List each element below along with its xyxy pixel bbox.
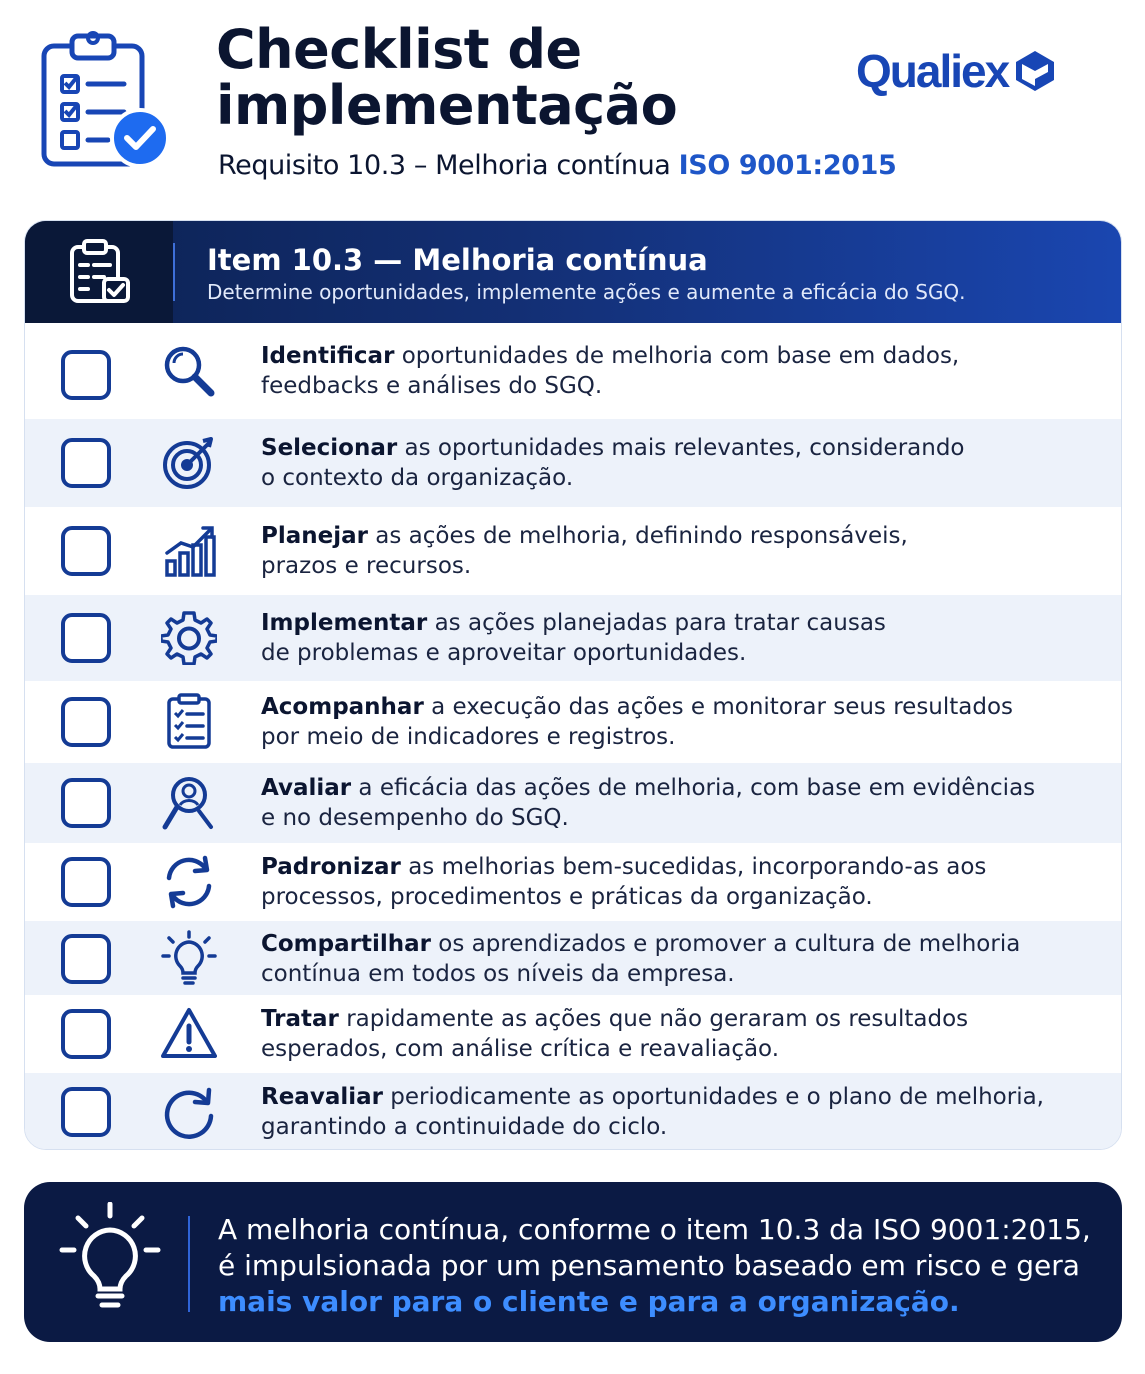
checklist-card xyxy=(24,220,1122,1150)
item-text xyxy=(261,1082,1097,1142)
checkbox[interactable] xyxy=(61,350,111,400)
checklist-item xyxy=(25,1073,1121,1150)
item-line-1: a execução das ações e monitorar seus resultados xyxy=(423,694,1014,720)
clipboard-list-icon xyxy=(161,693,217,749)
checklist-item xyxy=(25,323,1121,419)
item-text xyxy=(261,341,1097,401)
item-text xyxy=(261,773,1097,833)
checklist-item xyxy=(25,681,1121,763)
item-text xyxy=(261,852,1097,912)
checklist-clipboard-icon xyxy=(40,28,172,170)
growth-chart-icon xyxy=(161,523,217,579)
item-text xyxy=(261,521,1097,581)
item-keyword: Compartilhar xyxy=(261,931,431,957)
footer-text xyxy=(218,1212,1091,1320)
checkbox[interactable] xyxy=(61,613,111,663)
rotate-icon xyxy=(161,1084,217,1140)
item-text xyxy=(261,929,1097,989)
item-text xyxy=(261,433,1097,493)
title-line-1: Checklist de xyxy=(216,18,582,81)
checkbox[interactable] xyxy=(61,697,111,747)
item-text xyxy=(261,1004,1097,1064)
item-keyword: Selecionar xyxy=(261,435,398,461)
search-icon xyxy=(161,343,217,399)
card-header-icon-box xyxy=(25,221,173,323)
person-search-icon xyxy=(161,775,217,831)
item-line-2: garantindo a continuidade do ciclo. xyxy=(261,1114,668,1140)
item-keyword: Tratar xyxy=(261,1006,339,1032)
title-line-2: implementação xyxy=(216,74,678,137)
checklist-item xyxy=(25,507,1121,595)
checklist-item xyxy=(25,921,1121,995)
card-title: Item 10.3 — Melhoria contínua xyxy=(207,243,708,277)
subtitle-main: Requisito 10.3 – Melhoria contínua xyxy=(218,150,679,181)
logo-mark-icon xyxy=(1012,48,1058,94)
item-line-1: as ações planejadas para tratar causas xyxy=(427,610,886,636)
item-line-2: e no desempenho do SGQ. xyxy=(261,805,569,831)
item-line-2: processos, procedimentos e práticas da organização. xyxy=(261,884,873,910)
subtitle-iso: ISO 9001:2015 xyxy=(678,150,897,181)
item-line-2: feedbacks e análises do SGQ. xyxy=(261,373,603,399)
item-keyword: Implementar xyxy=(261,610,428,636)
gear-icon xyxy=(161,609,217,665)
page-subtitle xyxy=(218,150,896,181)
item-line-1: oportunidades de melhoria com base em dados, xyxy=(394,343,960,369)
checklist-item xyxy=(25,843,1121,921)
item-line-1: rapidamente as ações que não geraram os resultados xyxy=(338,1006,969,1032)
checklist-item xyxy=(25,995,1121,1073)
item-line-1: as melhorias bem-sucedidas, incorporando-as aos xyxy=(400,854,987,880)
target-icon xyxy=(161,435,217,491)
item-line-2: contínua em todos os níveis da empresa. xyxy=(261,961,735,987)
card-subtitle: Determine oportunidades, implemente ações e aumente a eficácia do SGQ. xyxy=(207,280,966,304)
checkbox[interactable] xyxy=(61,857,111,907)
checklist-item xyxy=(25,763,1121,843)
footer-highlight: mais valor para o cliente e para a organização. xyxy=(218,1285,960,1318)
lightbulb-icon xyxy=(161,930,217,986)
qualiex-logo xyxy=(856,44,1058,98)
item-line-1: periodicamente as oportunidades e o plano de melhoria, xyxy=(382,1084,1044,1110)
checkbox[interactable] xyxy=(61,526,111,576)
item-keyword: Padronizar xyxy=(261,854,401,880)
item-line-1: as oportunidades mais relevantes, considerando xyxy=(397,435,965,461)
item-line-2: esperados, com análise crítica e reavaliação. xyxy=(261,1036,780,1062)
item-line-1: as ações de melhoria, definindo responsáveis, xyxy=(367,523,908,549)
item-line-2: por meio de indicadores e registros. xyxy=(261,724,676,750)
footer-line-2: é impulsionada por um pensamento baseado em risco e gera xyxy=(218,1249,1080,1282)
checkbox[interactable] xyxy=(61,778,111,828)
refresh-icon xyxy=(161,854,217,910)
item-line-2: de problemas e aproveitar oportunidades. xyxy=(261,640,747,666)
item-keyword: Planejar xyxy=(261,523,368,549)
item-text xyxy=(261,692,1097,752)
checklist-rows xyxy=(25,323,1121,1150)
checklist-item xyxy=(25,419,1121,507)
footer-divider xyxy=(188,1216,190,1312)
checkbox[interactable] xyxy=(61,1009,111,1059)
checkbox[interactable] xyxy=(61,934,111,984)
checkbox[interactable] xyxy=(61,438,111,488)
warning-icon xyxy=(161,1006,217,1062)
item-keyword: Avaliar xyxy=(261,775,352,801)
item-line-1: a eficácia das ações de melhoria, com base em evidências xyxy=(351,775,1036,801)
card-header xyxy=(25,221,1121,323)
logo-text: Qualiex xyxy=(856,45,1009,97)
item-keyword: Acompanhar xyxy=(261,694,424,720)
item-line-1: os aprendizados e promover a cultura de melhoria xyxy=(430,931,1021,957)
item-text xyxy=(261,608,1097,668)
page-title xyxy=(216,18,678,137)
clipboard-check-icon xyxy=(64,237,134,307)
item-line-2: o contexto da organização. xyxy=(261,465,574,491)
checklist-item xyxy=(25,595,1121,681)
item-keyword: Reavaliar xyxy=(261,1084,383,1110)
footer-line-1: A melhoria contínua, conforme o item 10.3 da ISO 9001:2015, xyxy=(218,1213,1091,1246)
item-line-2: prazos e recursos. xyxy=(261,553,472,579)
checkbox[interactable] xyxy=(61,1087,111,1137)
footer-banner xyxy=(24,1182,1122,1342)
lightbulb-icon xyxy=(58,1202,162,1314)
item-keyword: Identificar xyxy=(261,343,395,369)
